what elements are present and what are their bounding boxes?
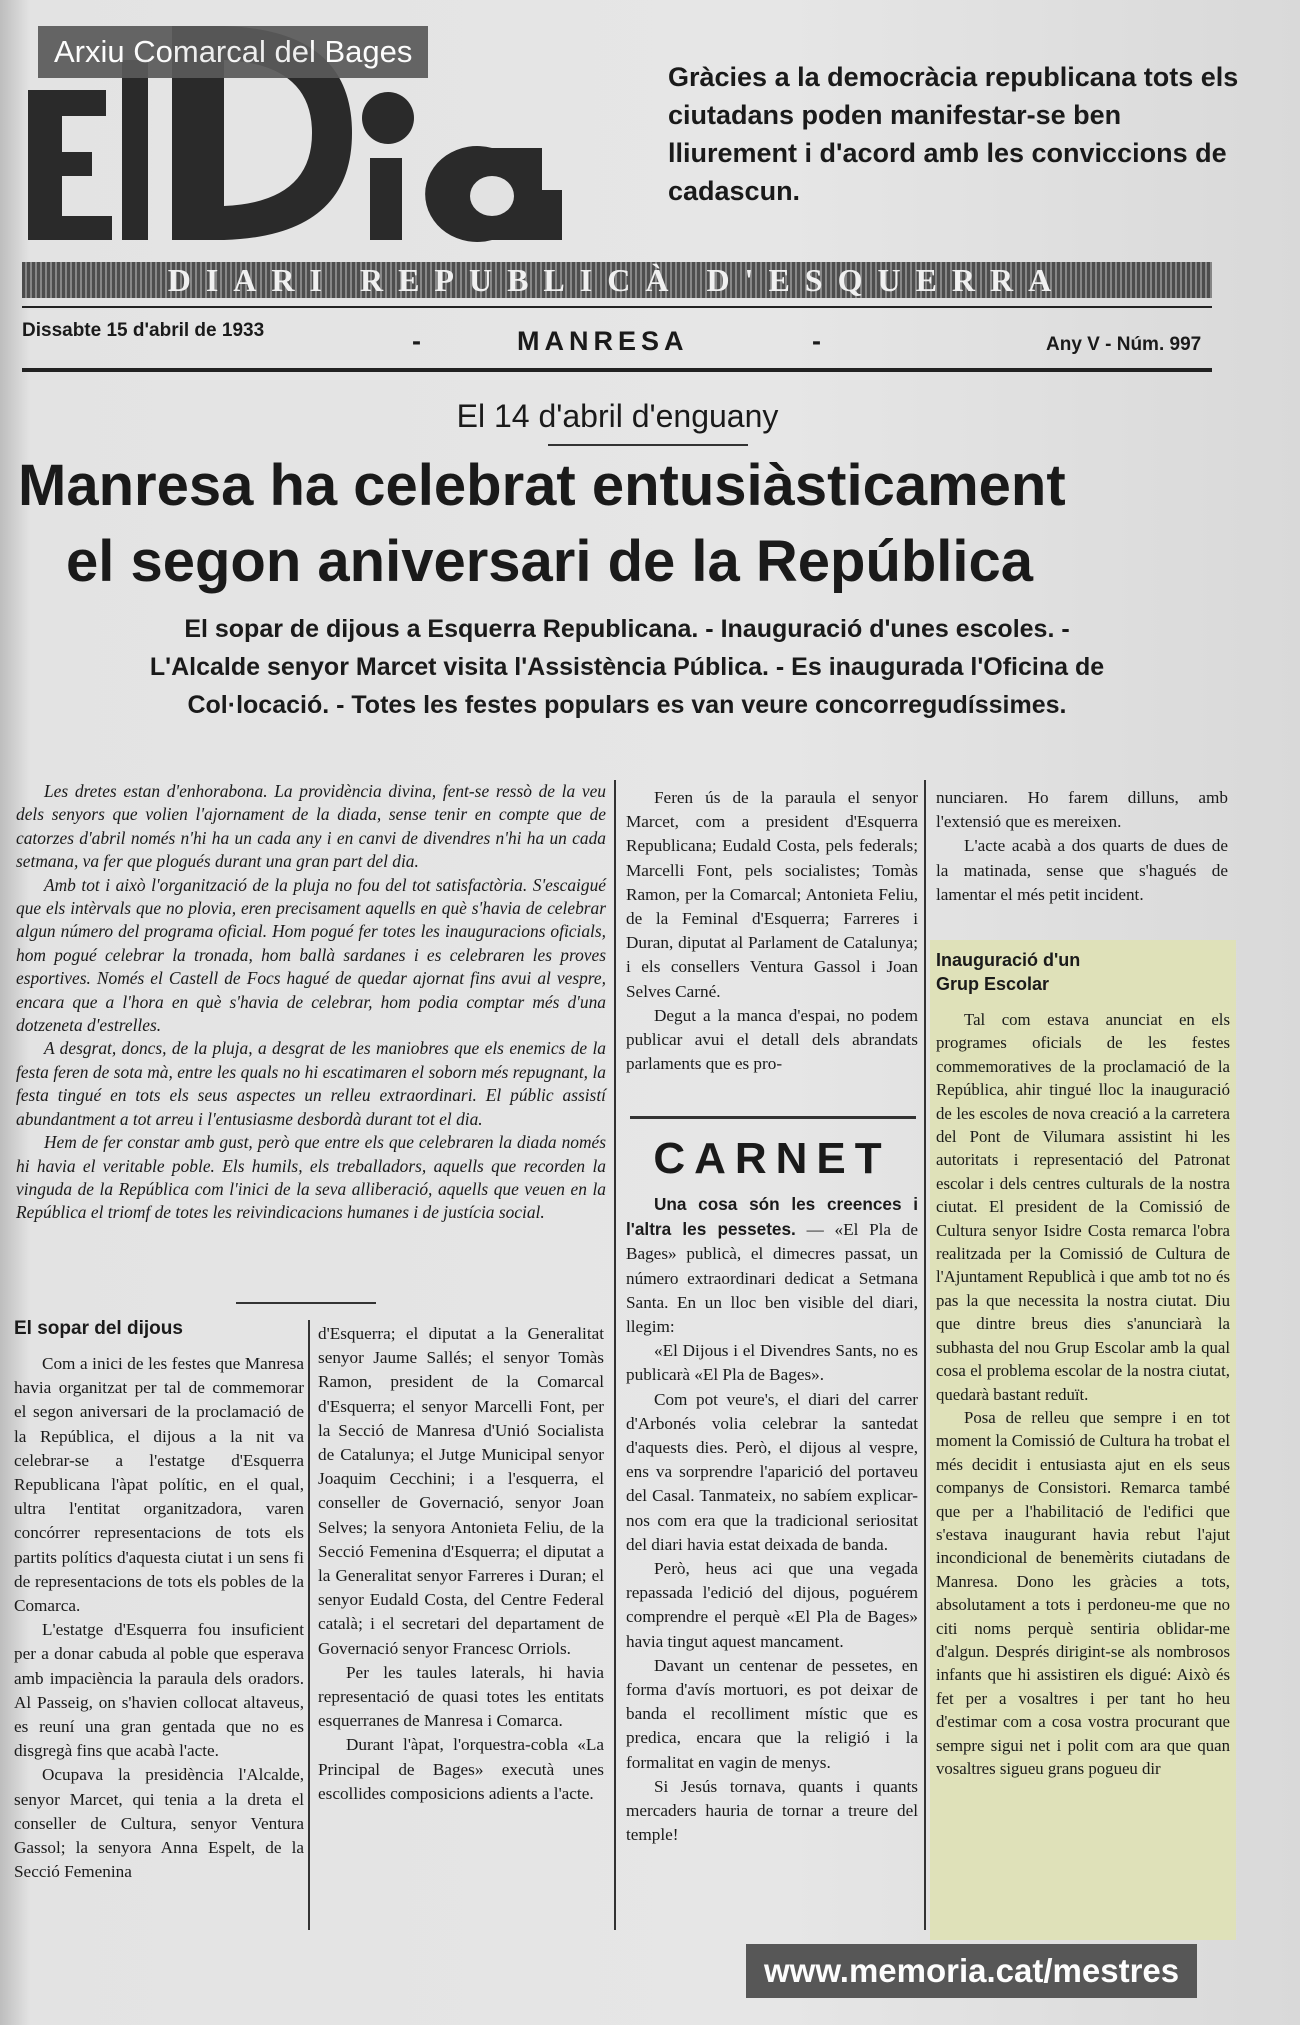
- carnet-paragraph: Però, heus aci que una vegada repassada l'edició del dijous, poguérem comprendre el perquè «El Pla de Bages» havia tingut aquest mancament.: [626, 1559, 918, 1651]
- column-3-top: [626, 786, 918, 1076]
- grup-escolar-paragraph: Posa de relleu que sempre i en tot moment la Comissió de Cultura ha trobat el més decidit i entusiasta ajut en els seus companys de Consistori. Remarca també que per a l'habilitació de l'edifici que s'estava inaugurant havia rebut l'ajut incondicional de benemèrits ciutadans de Manresa. Dono les gràcies a tots, absolutament a tots i perdoneu-me que no citi noms perquè sentiria oblidar-me d'algun. Després dirigint-se als nombrosos infants que hi assistiren els digué: Això és fet per a vosaltres i per tant ho heu d'estimar com a cosa vostra procurant que sempre sigui net i polit com ara que quan vosaltres sigueu grans pogueu dir: [936, 1407, 1230, 1778]
- carnet-paragraph: Davant un centenar de pessetes, en forma d'avís mortuori, es pot deixar de banda el recolliment místic que es predica, encara que la religió i la formalitat en vagin de menys.: [626, 1655, 918, 1772]
- carnet-lead: Una cosa són les creences i l'altra les pessetes.: [626, 1194, 918, 1240]
- grup-escolar-section: [930, 940, 1236, 1940]
- column-4-paragraph: nunciaren. Ho farem dilluns, amb l'extensió que es mereixen.: [936, 788, 1228, 832]
- carnet-paragraph: Si Jesús tornava, quants i quants mercaders hauria de tornar a treure del temple!: [626, 1776, 918, 1845]
- grup-escolar-title: Inauguració d'un Grup Escolar: [936, 950, 1081, 994]
- carnet-paragraph: — «El Pla de Bages» publicà, el dimecres passat, un número extraordinari dedicat a Setmana Santa. En un lloc ben visible del diari, llegim:: [626, 1220, 918, 1337]
- sopar-title: El sopar del dijous: [14, 1318, 183, 1339]
- dash-left: -: [412, 326, 426, 356]
- carnet-title: CARNET: [653, 1134, 891, 1183]
- intro-paragraph: Les dretes estan d'enhorabona. La providència divina, fent-se ressò de la veu dels senyors que volien l'ajornament de la diada, sense tenir en compte que de catorzes d'abril només n'hi ha un cada any i en canvi de divendres n'hi ha un cada setmana, va fer que plogués durant una gran part del dia.: [16, 781, 606, 872]
- main-headline: [18, 448, 1258, 600]
- issue-number: Any V - Núm. 997: [1046, 334, 1202, 355]
- issue-date: Dissabte 15 d'abril de 1933: [22, 320, 265, 341]
- grup-escolar-paragraph: Tal com estava anunciat en els programes oficials de les festes commemoratives de la proclamació de la República, ahir tingué lloc la inauguració de les escoles de nova creació a la carretera del Pont de Vilumara assistint hi les autoritats i representació del Patronat escolar i dels centres culturals de la nostra ciutat. El president de la Comissió de Cultura senyor Isidre Costa remarca l'obra realitzada per la Comissió de Cultura de l'Ajuntament Republicà i que amb tot no és pas la que necessita la nostra ciutat. Diu que dintre breus dies s'anunciarà la subhasta del nou Grup Escolar amb la qual cosa el problema escolar de la nostra ciutat, quedarà bastant reduït.: [936, 1010, 1230, 1404]
- sopar-section-col2: [318, 1322, 604, 1806]
- column-3-paragraph: Feren ús de la paraula el senyor Marcet, com a president d'Esquerra Republicana; Eudald Costa, pels federals; Marcelli Font, pels socialistes; Tomàs Ramon, per la Comarcal; Antonieta Feliu, de la Feminal d'Esquerra; Farreres i Duran, diputat al Parlament de Catalunya; i els consellers Ventura Gassol i Joan Selves Carné.: [626, 788, 918, 1001]
- carnet-paragraph: «El Dijous i el Divendres Sants, no es publicarà «El Pla de Bages».: [626, 1341, 918, 1385]
- sopar-paragraph: d'Esquerra; el diputat a la Generalitat senyor Jaume Sallés; el senyor Tomàs Ramon, president de la Comarcal d'Esquerra; el senyor Marcelli Font, per la Secció de Manresa d'Unió Socialista de Catalunya; el Jutge Municipal senyor Joaquim Cecchini; i a l'esquerra, el conseller de Governació, senyor Joan Selves; la senyora Antonieta Feliu, de la Secció Femenina d'Esquerra; el diputat a la Generalitat senyor Farreres i Duran; el senyor Eudald Costa, del Centre Federal català; i el secretari del departament de Governació senyor Francesc Orriols.: [318, 1324, 604, 1658]
- carnet-paragraph: Com pot veure's, el diari del carrer d'Arbonés volia celebrar la santedat d'aquests dies. Però, el dijous al vespre, ens va sorprendre l'aparició del portaveu del Casal. Tanmateix, no sabíem explicar-nos com era que la tradicional seriositat del diari havia estat deixada de banda.: [626, 1389, 918, 1554]
- carnet-section: [626, 1120, 918, 1847]
- url-badge: www.memoria.cat/mestres: [746, 1944, 1197, 1998]
- sopar-section-col1: [14, 1318, 304, 1884]
- intro-paragraph: A desgrat, doncs, de la pluja, a desgrat de les maniobres que els enemics de la festa feren de sota mà, entre les quals no hi escatimaren el soborn més repugnant, la festa tingué en tots els seus aspectes un relleu extraordinari. El públic assistí abundantment a tot arreu i l'entusiasme desbordà durant tot el dia.: [16, 1038, 606, 1129]
- carnet-divider: [630, 1116, 916, 1119]
- column-rule: [308, 1320, 310, 1930]
- headline-deck: El sopar de dijous a Esquerra Republicana. - Inauguració d'unes escoles. - L'Alcalde senyor Marcet visita l'Assistència Pública. - Es inaugurada l'Oficina de Col·locació. - Totes les festes populars es van veure concorregudíssimes.: [149, 615, 1105, 719]
- headline-line-1: Manresa ha celebrat entusiàsticament: [18, 453, 1066, 518]
- masthead-subtitle-band: [22, 262, 1212, 298]
- headline-kicker: El 14 d'abril d'enguany: [456, 398, 779, 434]
- headline-line-2: el segon aniversari de la República: [66, 529, 1034, 594]
- column-3-paragraph: Degut a la manca d'espai, no podem publicar avui el detall dels abrandats parlaments que es pro-: [626, 1005, 918, 1074]
- dash-right: -: [812, 326, 826, 356]
- sopar-paragraph: Ocupava la presidència l'Alcalde, senyor Marcet, qui tenia a la dreta el conseller de Cultura, senyor Ventura Gassol; la senyora Anna Espelt, de la Secció Femenina: [14, 1765, 304, 1882]
- kicker-underline: [548, 444, 748, 446]
- sopar-paragraph: L'estatge d'Esquerra fou insuficient per a donar cabuda al poble que esperava amb impaciència la paraula dels oradors. Al Passeig, on s'havien collocat altaveus, es reuní una gran gentada que no es disgregà fins que acabà l'acte.: [14, 1620, 304, 1761]
- masthead-subtitle: DIARI REPUBLICÀ D'ESQUERRA: [167, 262, 1067, 298]
- intro-divider: [236, 1302, 376, 1304]
- masthead-rule-bottom: [22, 368, 1212, 372]
- intro-block: [16, 780, 606, 1225]
- intro-paragraph: Hem de fer constar amb gust, però que entre els que celebraren la diada només hi havia el veritable poble. Els humils, els treballadors, aquells que recorden la vinguda de la República com l'inici de la seva alliberació, aquells que veuen en la República el triomf de totes les reivindicacions humanes i de justícia social.: [16, 1132, 606, 1223]
- masthead-rule-top: [22, 306, 1212, 308]
- source-badge: Arxiu Comarcal del Bages: [38, 26, 428, 78]
- masthead-slogan: Gràcies a la democràcia republicana tots els ciutadans poden manifestar-se ben lliurement i d'acord amb les conviccions de cadascun.: [668, 62, 1239, 206]
- column-4-paragraph: L'acte acabà a dos quarts de dues de la matinada, sense que s'hagués de lamentar el més petit incident.: [936, 836, 1228, 904]
- intro-paragraph: Amb tot i això l'organització de la pluja no fou del tot satisfactòria. S'escaigué que els intèrvals que no plovia, eren precisament aquells en què s'havia de celebrar algun número del programa oficial. Hom pogué fer totes les inauguracions oficials, hom pogué celebrar la tronada, hom ballà sardanes i es celebraren les proves esportives. Només el Castell de Focs hagué de quedar ajornat fins avui al vespre, encara que a l'hora en què s'havia de celebrar, hom podia comptar més d'una dotzeneta d'estrelles.: [16, 874, 606, 1036]
- masthead-city: MANRESA: [517, 326, 689, 356]
- sopar-paragraph: Durant l'àpat, l'orquestra-cobla «La Principal de Bages» executà unes escollides composicions adients a l'acte.: [318, 1735, 604, 1803]
- column-rule: [924, 780, 926, 1930]
- sopar-paragraph: Com a inici de les festes que Manresa havia organitzat per tal de commemorar el segon aniversari de la proclamació de la República, el dijous a la nit va celebrar-se a l'estatge d'Esquerra Republicana l'àpat polític, en el qual, ultra l'entitat organitzadora, varen concórrer representacions de tots els partits polítics d'aquesta ciutat i un sens fi de representacions de tots els pobles de la Comarca.: [14, 1354, 304, 1616]
- column-rule: [614, 780, 616, 1930]
- column-4-top: [936, 786, 1228, 907]
- sopar-paragraph: Per les taules laterals, hi havia representació de quasi totes les entitats esquerranes de Manresa i Comarca.: [318, 1662, 604, 1731]
